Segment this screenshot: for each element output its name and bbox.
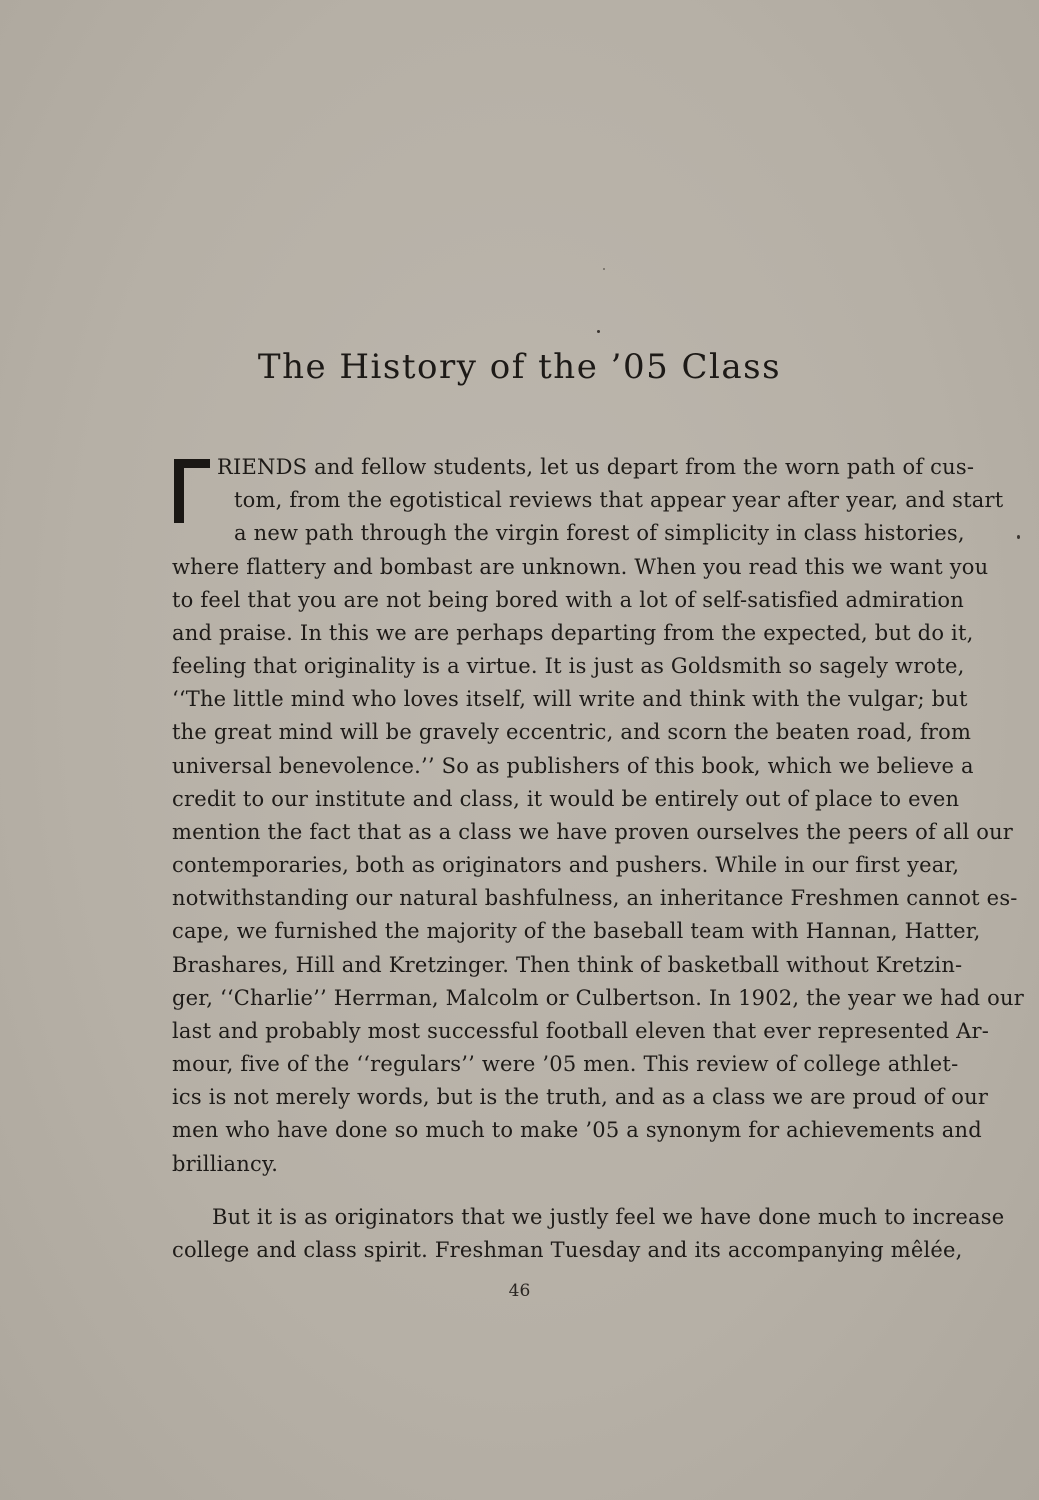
paper-speck (603, 268, 605, 270)
drop-cap-letter (174, 459, 210, 523)
text-line: RIENDS and fellow students, let us depart from the worn path of cus- (217, 455, 975, 479)
text-line: contemporaries, both as originators and pushers. While in our first year, (172, 853, 960, 877)
page-number: 46 (508, 1281, 531, 1301)
page-title: The History of the ’05 Class (257, 347, 782, 387)
text-line: college and class spirit. Freshman Tuesday and its accompanying mêlée, (172, 1238, 963, 1262)
text-line: mention the fact that as a class we have proven ourselves the peers of all our (172, 820, 1014, 844)
paper-speck (1017, 535, 1020, 539)
text-line: cape, we furnished the majority of the baseball team with Hannan, Hatter, (172, 919, 981, 943)
text-line: and praise. In this we are perhaps departing from the expected, but do it, (172, 621, 974, 645)
text-line: ‘‘The little mind who loves itself, will write and think with the vulgar; but (172, 687, 968, 711)
text-line: ger, ‘‘Charlie’’ Herrman, Malcolm or Culbertson. In 1902, the year we had our (172, 986, 1024, 1010)
text-line: notwithstanding our natural bashfulness, an inheritance Freshmen cannot es- (172, 886, 1018, 910)
text-line: last and probably most successful football eleven that ever represented Ar- (172, 1019, 990, 1043)
text-line: universal benevolence.’’ So as publishers of this book, which we believe a (172, 754, 974, 778)
text-line: the great mind will be gravely eccentric, and scorn the beaten road, from (172, 720, 972, 744)
paper-speck (597, 330, 600, 333)
text-line: where flattery and bombast are unknown. When you read this we want you (172, 555, 989, 579)
text-line: tom, from the egotistical reviews that appear year after year, and start (234, 488, 1004, 512)
text-line: mour, five of the ‘‘regulars’’ were ’05 men. This review of college athlet- (172, 1052, 959, 1076)
text-line: a new path through the virgin forest of simplicity in class histories, (234, 521, 965, 545)
text-line: But it is as originators that we justly feel we have done much to increase (212, 1205, 1005, 1229)
text-line: brilliancy. (172, 1152, 279, 1176)
text-line: credit to our institute and class, it would be entirely out of place to even (172, 787, 960, 811)
text-line: feeling that originality is a virtue. It is just as Goldsmith so sagely wrote, (172, 654, 965, 678)
text-line: to feel that you are not being bored with a lot of self-satisfied admiration (172, 588, 964, 612)
text-line: men who have done so much to make ’05 a synonym for achievements and (172, 1118, 982, 1142)
text-line: Brashares, Hill and Kretzinger. Then think of basketball without Kretzin- (172, 953, 963, 977)
text-line: ics is not merely words, but is the truth, and as a class we are proud of our (172, 1085, 989, 1109)
